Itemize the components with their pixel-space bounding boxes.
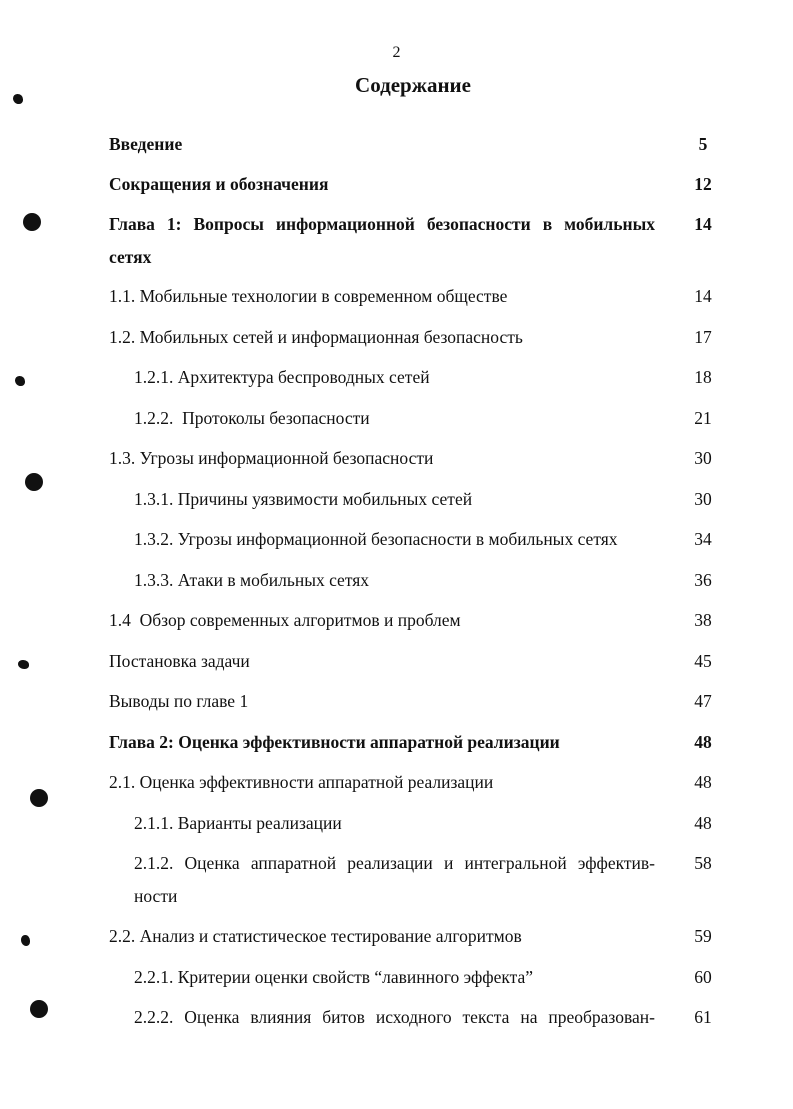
toc-entry-page: 38 — [694, 610, 712, 630]
toc-entry-text-line-2: сетях — [109, 247, 152, 267]
scan-speck — [21, 935, 30, 946]
toc-entry-text: 1.2.1. Архитектура беспроводных сетей — [134, 367, 430, 387]
toc-entry-page: 12 — [694, 174, 712, 194]
toc-entry-text: Выводы по главе 1 — [109, 691, 249, 711]
page-title: Содержание — [355, 73, 471, 97]
toc-entry-text-line-2: ности — [134, 886, 178, 906]
toc-entry-text: Введение — [109, 134, 183, 154]
toc-entry-text: 1.3.1. Причины уязвимости мобильных сетей — [134, 489, 473, 509]
toc-entry-page: 5 — [698, 134, 708, 154]
toc-entry-text: Постановка задачи — [109, 651, 250, 671]
toc-entry-page: 21 — [694, 408, 712, 428]
toc-entry-text: 1.2.2. Протоколы безопасности — [134, 408, 370, 428]
punch-hole — [25, 473, 43, 491]
toc-entry-text: 2.2.1. Критерии оценки свойств “лавинного эффекта” — [134, 967, 534, 987]
scan-speck — [18, 660, 29, 669]
toc-entry-page: 59 — [694, 926, 712, 946]
toc-entry-page: 61 — [694, 1007, 712, 1027]
toc-entry-text-line-1: Глава 1: Вопросы информационной безопасности в мобильных — [109, 214, 655, 234]
toc-entry-page: 30 — [694, 448, 712, 468]
punch-hole — [23, 213, 41, 231]
toc-entry-page: 58 — [694, 853, 712, 873]
toc-entry-text: 1.2. Мобильных сетей и информационная безопасность — [109, 327, 523, 347]
toc-entry-page: 34 — [694, 529, 712, 549]
toc-entry-text: 2.2.2. Оценка влияния битов исходного текста на преобразован- — [134, 1007, 655, 1027]
toc-entry-page: 48 — [694, 772, 712, 792]
toc-entry-page: 48 — [694, 813, 712, 833]
punch-hole — [30, 789, 48, 807]
toc-entry-text: 1.3.2. Угрозы информационной безопасности в мобильных сетях — [134, 529, 618, 549]
toc-entry-page: 18 — [694, 367, 712, 387]
toc-entry-text: 1.3.3. Атаки в мобильных сетях — [134, 570, 370, 590]
toc-entry-text: Сокращения и обозначения — [109, 174, 329, 194]
toc-entry-page: 30 — [694, 489, 712, 509]
scan-speck — [13, 94, 23, 104]
toc-entry-text: 2.1.1. Варианты реализации — [134, 813, 342, 833]
punch-hole — [30, 1000, 48, 1018]
toc-entry-text: 2.1. Оценка эффективности аппаратной реализации — [109, 772, 494, 792]
toc-entry-page: 60 — [694, 967, 712, 987]
toc-entry-page: 14 — [694, 214, 712, 234]
toc-entry-page: 36 — [694, 570, 712, 590]
toc-entry-text: 1.4 Обзор современных алгоритмов и проблем — [109, 610, 461, 630]
toc-entry-text: Глава 2: Оценка эффективности аппаратной реализации — [109, 732, 560, 752]
scan-speck — [15, 376, 25, 386]
toc-entry-text-line-1: 2.1.2. Оценка аппаратной реализации и интегральной эффектив- — [134, 853, 655, 873]
toc-entry-page: 17 — [694, 327, 712, 347]
toc-entry-page: 47 — [694, 691, 712, 711]
toc-entry-page: 48 — [694, 732, 712, 752]
toc-entry-text: 2.2. Анализ и статистическое тестирование алгоритмов — [109, 926, 522, 946]
toc-entry-text: 1.3. Угрозы информационной безопасности — [109, 448, 434, 468]
toc-entry-page: 45 — [694, 651, 712, 671]
toc-entry-page: 14 — [694, 286, 712, 306]
page-number: 2 — [392, 44, 401, 61]
toc-entry-text: 1.1. Мобильные технологии в современном обществе — [109, 286, 508, 306]
